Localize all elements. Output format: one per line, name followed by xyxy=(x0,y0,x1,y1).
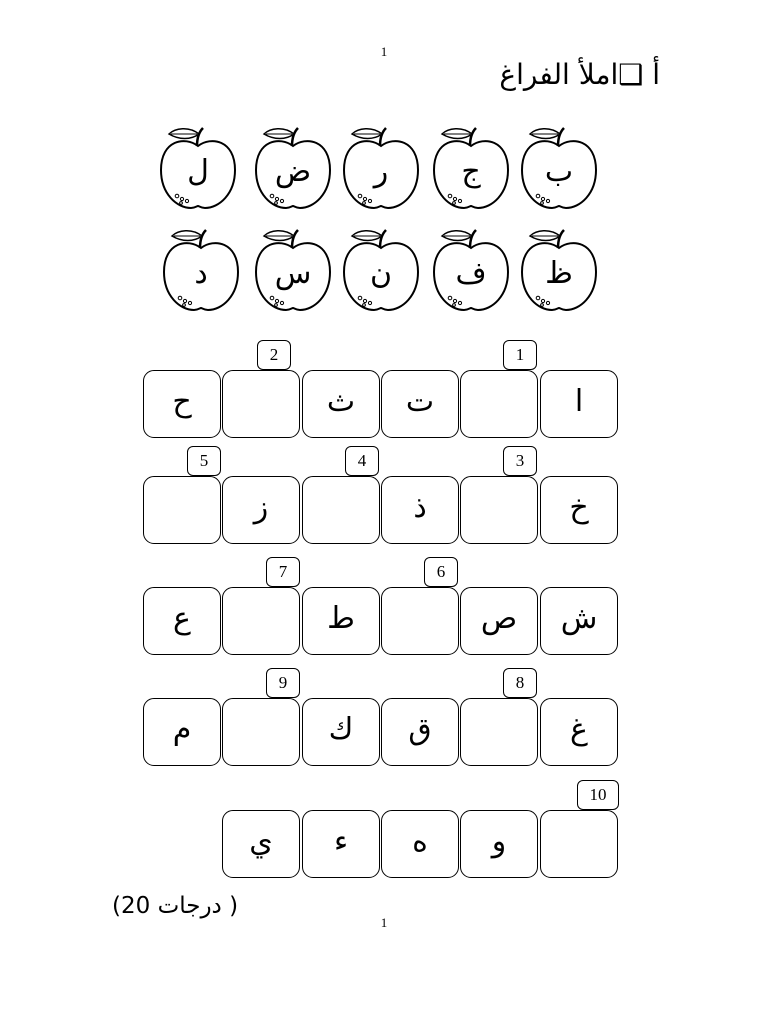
apple-item xyxy=(158,226,244,314)
letter-cell: ز xyxy=(222,476,300,544)
page-number-bottom: 1 xyxy=(380,915,388,930)
blank-number-tag: 5 xyxy=(187,446,221,476)
page-title: أ ❑املأ الفراغ xyxy=(499,58,660,91)
blank-cell[interactable] xyxy=(302,476,380,544)
apple-item xyxy=(428,226,514,314)
blank-cell[interactable] xyxy=(460,476,538,544)
apple-letter: س xyxy=(274,256,312,291)
apple-item xyxy=(428,124,514,212)
apple-letter: ظ xyxy=(545,256,573,291)
apple-letter: ر xyxy=(373,154,389,189)
letter-cell: غ xyxy=(540,698,618,766)
apple-item xyxy=(155,124,241,212)
page-number-top: 1 xyxy=(380,44,388,59)
letter-cell: ه xyxy=(381,810,459,878)
blank-number-tag: 9 xyxy=(266,668,300,698)
letter-cell: ص xyxy=(460,587,538,655)
blank-cell[interactable] xyxy=(143,476,221,544)
blank-number-tag: 4 xyxy=(345,446,379,476)
letter-cell: ا xyxy=(540,370,618,438)
letter-cell: ذ xyxy=(381,476,459,544)
letter-cell: ت xyxy=(381,370,459,438)
letter-cell: ش xyxy=(540,587,618,655)
apple-item xyxy=(250,124,336,212)
blank-cell[interactable] xyxy=(540,810,618,878)
blank-number-tag: 1 xyxy=(503,340,537,370)
apple-item xyxy=(516,124,602,212)
letter-cell: ي xyxy=(222,810,300,878)
apple-item xyxy=(338,124,424,212)
letter-cell: ق xyxy=(381,698,459,766)
blank-number-tag: 8 xyxy=(503,668,537,698)
blank-number-tag: 10 xyxy=(577,780,619,810)
apple-letter: ب xyxy=(544,154,574,189)
letter-cell: ء xyxy=(302,810,380,878)
letter-cell: م xyxy=(143,698,221,766)
apple-item xyxy=(338,226,424,314)
blank-cell[interactable] xyxy=(222,698,300,766)
apple-letter: ض xyxy=(274,154,312,189)
blank-cell[interactable] xyxy=(222,370,300,438)
blank-number-tag: 7 xyxy=(266,557,300,587)
blank-cell[interactable] xyxy=(460,370,538,438)
blank-cell[interactable] xyxy=(222,587,300,655)
score-label: (20 درجات ) xyxy=(112,893,239,919)
apple-letter: د xyxy=(194,256,208,291)
apple-letter: ن xyxy=(369,256,393,291)
blank-number-tag: 6 xyxy=(424,557,458,587)
apple-letter: ج xyxy=(461,154,481,189)
letter-cell: ط xyxy=(302,587,380,655)
letter-cell: و xyxy=(460,810,538,878)
letter-cell: ح xyxy=(143,370,221,438)
apple-letter: ف xyxy=(455,256,487,291)
apple-letter: ل xyxy=(187,154,209,189)
letter-cell: ك xyxy=(302,698,380,766)
blank-number-tag: 2 xyxy=(257,340,291,370)
apple-item xyxy=(516,226,602,314)
blank-number-tag: 3 xyxy=(503,446,537,476)
letter-cell: خ xyxy=(540,476,618,544)
blank-cell[interactable] xyxy=(460,698,538,766)
blank-cell[interactable] xyxy=(381,587,459,655)
letter-cell: ث xyxy=(302,370,380,438)
apple-item xyxy=(250,226,336,314)
letter-cell: ع xyxy=(143,587,221,655)
